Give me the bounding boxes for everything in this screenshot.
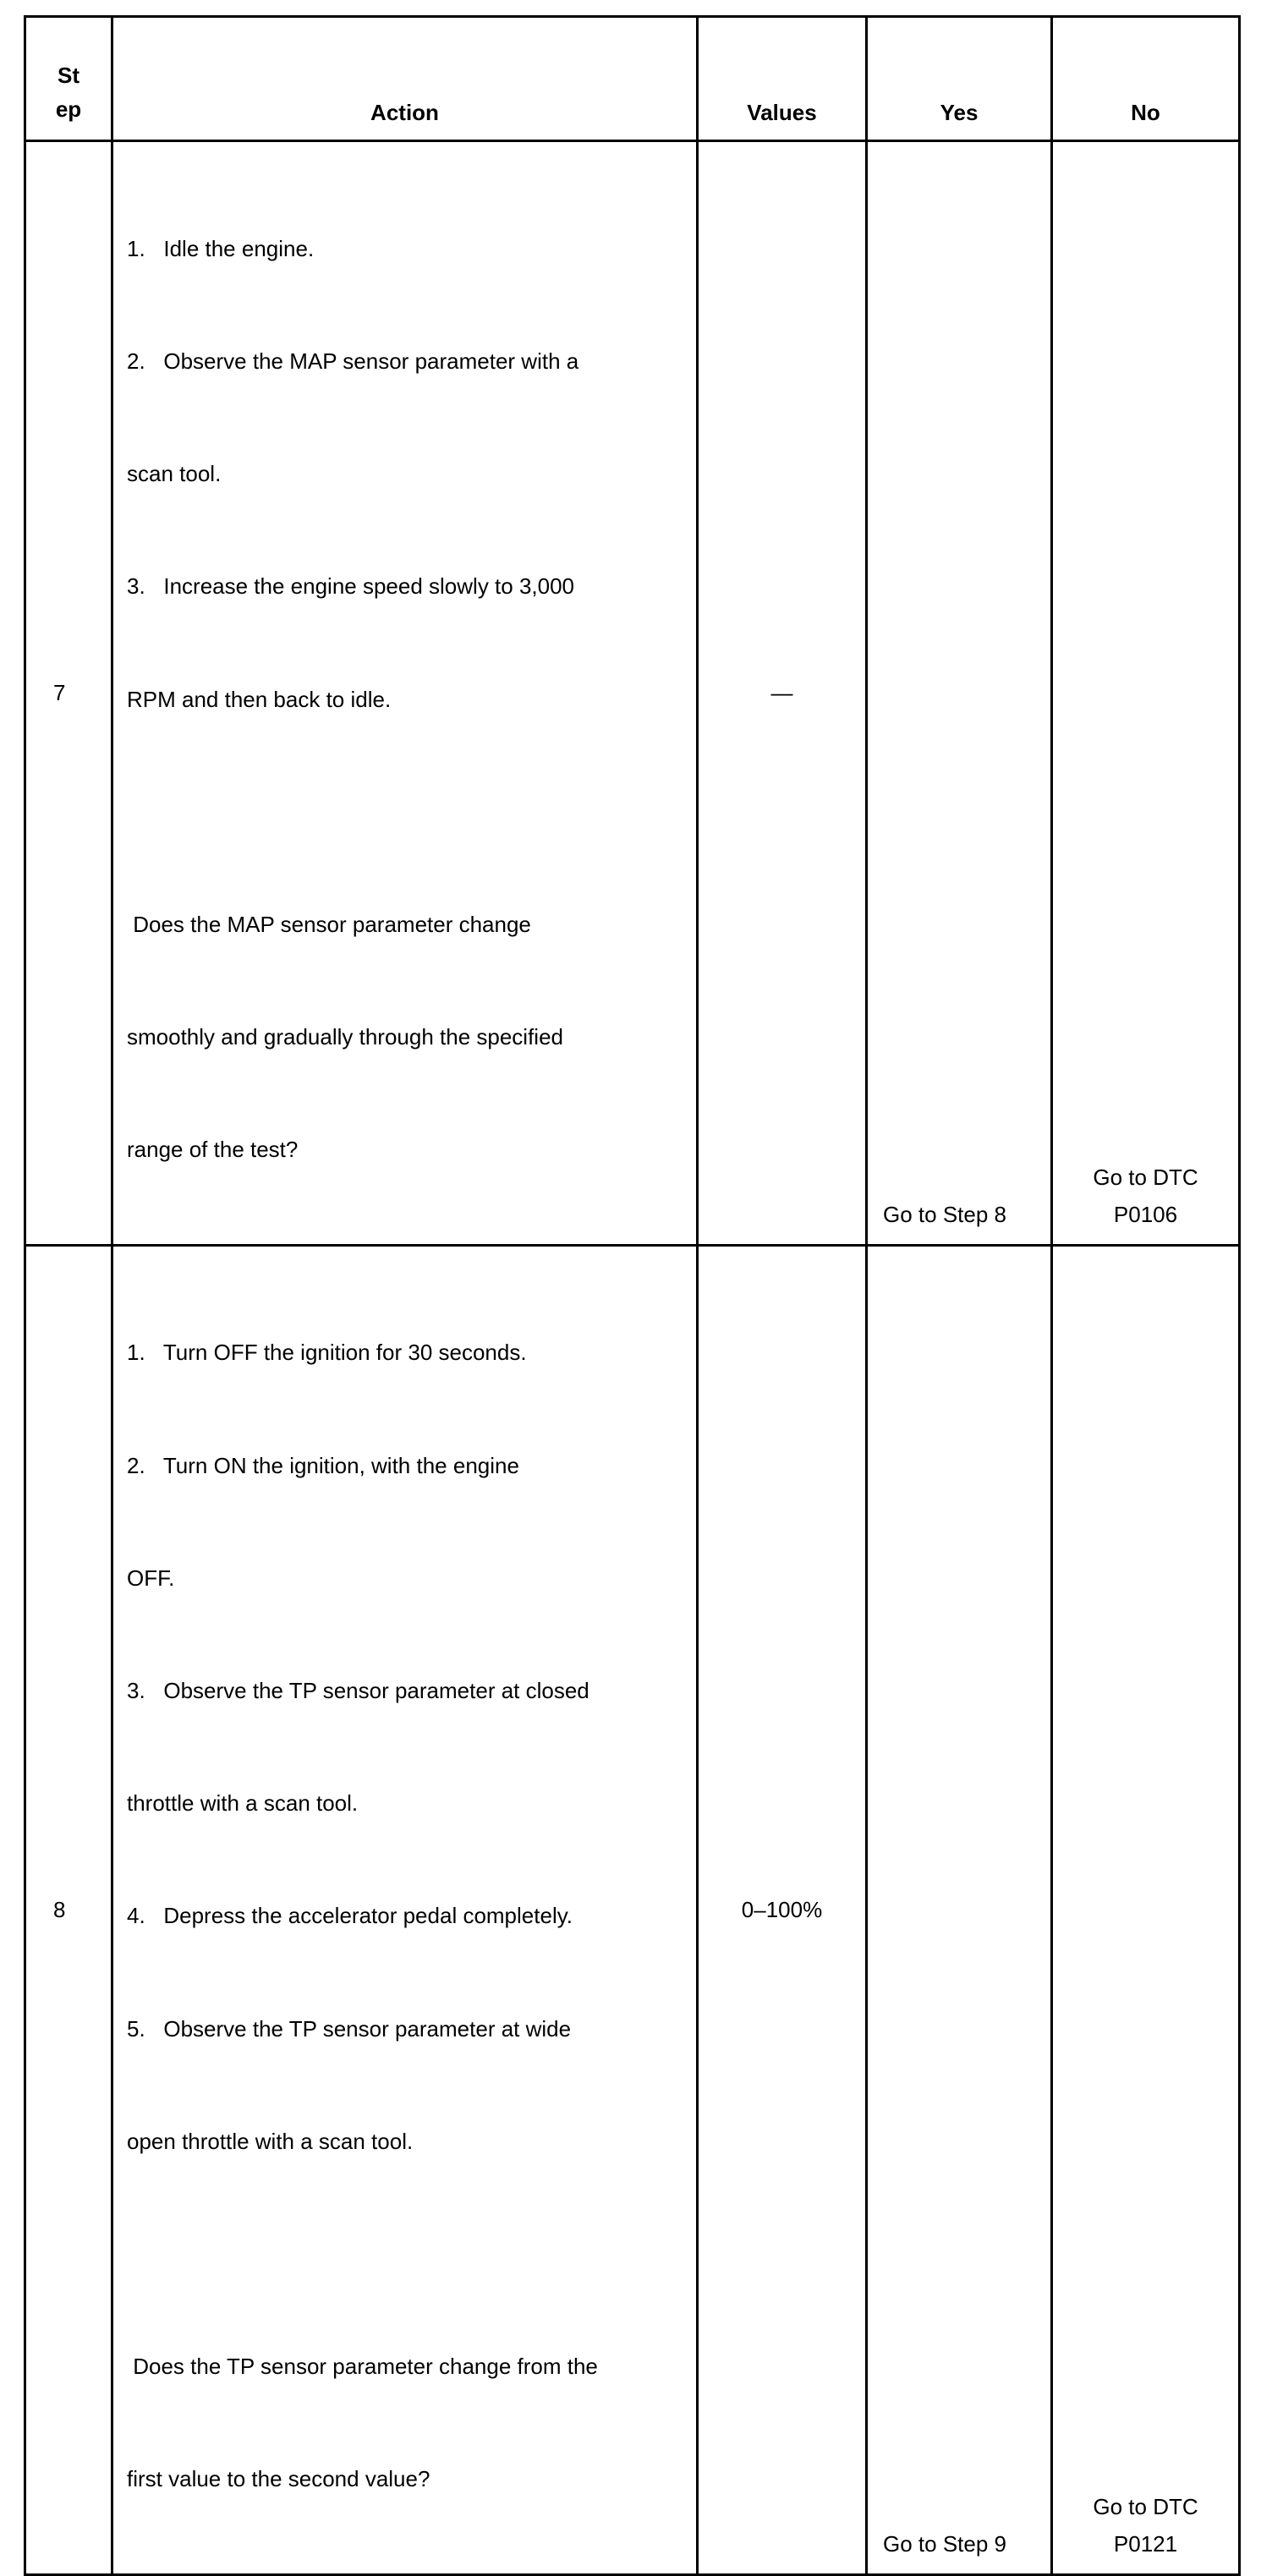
action-line: Does the TP sensor parameter change from the bbox=[127, 2354, 598, 2380]
table-row bbox=[25, 141, 1240, 1246]
action-line: 2. Observe the MAP sensor parameter with a bbox=[127, 348, 579, 375]
no-cell bbox=[1052, 141, 1240, 1246]
action-line: 1. Idle the engine. bbox=[127, 235, 315, 261]
table-row bbox=[25, 1245, 1240, 2574]
action-line: range of the test? bbox=[127, 1137, 299, 1163]
step-cell bbox=[25, 141, 112, 1246]
action-line: 3. Increase the engine speed slowly to 3,000 bbox=[127, 573, 575, 600]
no-cell bbox=[1052, 1245, 1240, 2574]
step-cell bbox=[25, 1245, 112, 2574]
action-line: 5. Observe the TP sensor parameter at wide bbox=[127, 2015, 572, 2042]
yes-text: Go to Step 8 bbox=[883, 1202, 1006, 1228]
action-line: Does the MAP sensor parameter change bbox=[127, 912, 531, 938]
values-cell bbox=[698, 1245, 867, 2574]
action-line: 4. Depress the accelerator pedal completely. bbox=[127, 1903, 573, 1929]
action-line bbox=[127, 793, 696, 830]
action-line: OFF. bbox=[127, 1565, 175, 1591]
action-line: open throttle with a scan tool. bbox=[127, 2128, 414, 2154]
values-cell bbox=[698, 141, 867, 1246]
step-number: 8 bbox=[53, 1896, 66, 1922]
action-line: throttle with a scan tool. bbox=[127, 1790, 359, 1817]
yes-text: Go to Step 9 bbox=[883, 2531, 1006, 2557]
step-number: 7 bbox=[53, 679, 66, 705]
header-row bbox=[25, 17, 1240, 141]
no-text: Go to DTC P0121 bbox=[1093, 2493, 1198, 2557]
diagnostic-table bbox=[24, 15, 1241, 2576]
header-action: Action bbox=[112, 17, 698, 141]
action-cell bbox=[112, 141, 698, 1246]
yes-cell bbox=[867, 1245, 1052, 2574]
value-text: — bbox=[770, 679, 793, 705]
yes-cell bbox=[867, 141, 1052, 1246]
action-line: smoothly and gradually through the specified bbox=[127, 1024, 563, 1050]
action-line bbox=[127, 2235, 696, 2272]
action-line: RPM and then back to idle. bbox=[127, 686, 392, 712]
action-line: scan tool. bbox=[127, 461, 222, 487]
action-line: 2. Turn ON the ignition, with the engine bbox=[127, 1452, 519, 1478]
header-step: St ep bbox=[25, 17, 112, 141]
value-text: 0–100% bbox=[741, 1896, 823, 1922]
header-yes: Yes bbox=[867, 17, 1052, 141]
action-line: 3. Observe the TP sensor parameter at closed bbox=[127, 1678, 589, 1704]
action-cell bbox=[112, 1245, 698, 2574]
header-values: Values bbox=[698, 17, 867, 141]
no-text: Go to DTC P0106 bbox=[1093, 1164, 1198, 1228]
action-line: first value to the second value? bbox=[127, 2466, 430, 2492]
action-line: 1. Turn OFF the ignition for 30 seconds. bbox=[127, 1340, 527, 1366]
header-no: No bbox=[1052, 17, 1240, 141]
